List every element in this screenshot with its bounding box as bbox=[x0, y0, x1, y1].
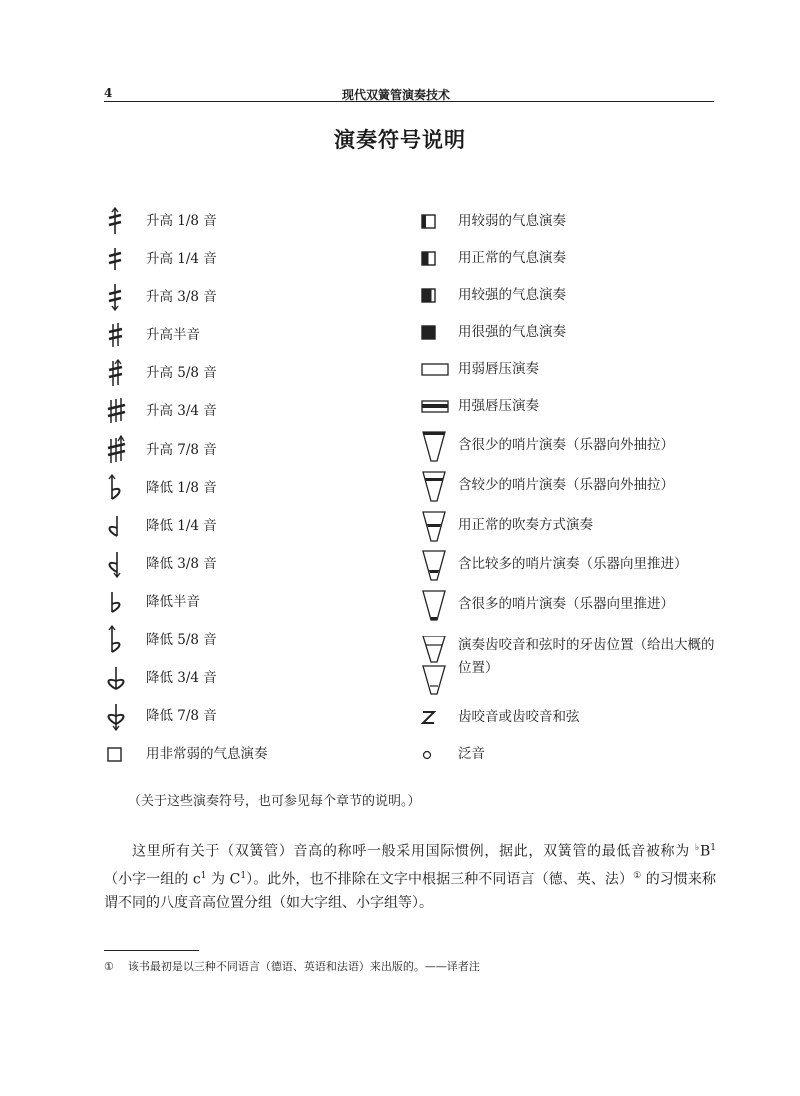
list-item-label: 含很多的哨片演奏（乐器向里推进） bbox=[458, 596, 674, 612]
flat-5-8-icon bbox=[106, 625, 134, 655]
body-paragraph: 这里所有关于（双簧管）音高的称呼一般采用国际惯例，据此，双簧管的最低音被称为 $^♭B^1$（小字一组的 $c^1$ 为 $C^1$）。此外，也不排除在文字中根据三种不同语言（德、英、法）① 的习惯来称谓不同的八度音高位置分组（如大字组、小字组等）。 bbox=[104, 843, 717, 912]
list-item-label: 升高 7/8 音 bbox=[146, 442, 217, 458]
list-item-label: 降低 1/8 音 bbox=[146, 480, 217, 496]
list-item-label: 降低 5/8 音 bbox=[146, 632, 217, 648]
flat-1-4-icon bbox=[106, 511, 134, 541]
reed-very-much-icon bbox=[420, 589, 448, 619]
breath-weak-icon bbox=[420, 206, 448, 236]
list-item-label: 升高 5/8 音 bbox=[146, 365, 217, 381]
list-item-label: 升高 1/4 音 bbox=[146, 251, 217, 267]
list-item-label: 用较弱的气息演奏 bbox=[458, 213, 566, 229]
footnote-rule bbox=[104, 950, 199, 951]
list-item-label: 升高 3/4 音 bbox=[146, 403, 217, 419]
list-item-label: 含较少的哨片演奏（乐器向外抽拉） bbox=[458, 477, 674, 493]
list-item-label: 降低 7/8 音 bbox=[146, 708, 217, 724]
reed-normal-icon bbox=[420, 510, 448, 540]
list-item-label: 用弱唇压演奏 bbox=[458, 361, 539, 377]
list-item-label: 用非常弱的气息演奏 bbox=[146, 746, 268, 762]
symbols-note: （关于这些演奏符号，也可参见每个章节的说明。） bbox=[128, 794, 421, 809]
list-item-label: 用强唇压演奏 bbox=[458, 398, 539, 414]
sharp-icon bbox=[106, 320, 134, 350]
breath-very-strong-icon bbox=[420, 317, 448, 347]
flat-3-4-icon bbox=[106, 663, 134, 693]
list-item-label: 降低 1/4 音 bbox=[146, 518, 217, 534]
list-item-label: 用很强的气息演奏 bbox=[458, 324, 566, 340]
list-item-label: 升高 3/8 音 bbox=[146, 289, 217, 305]
teeth-position-icon bbox=[420, 636, 448, 696]
page-number: 4 bbox=[104, 86, 113, 100]
header-rule bbox=[104, 101, 714, 102]
reed-more-icon bbox=[420, 549, 448, 579]
sharp-7-8-icon bbox=[106, 435, 134, 465]
list-item-label: 用正常的吹奏方式演奏 bbox=[458, 517, 593, 533]
footnote-text: 该书最初是以三种不同语言（德语、英语和法语）来出版的。——译者注 bbox=[127, 960, 480, 973]
footnote-marker: ① bbox=[104, 960, 114, 973]
footnote bbox=[104, 958, 480, 974]
list-item-label: 升高半音 bbox=[146, 327, 200, 343]
sharp-5-8-icon bbox=[106, 358, 134, 388]
list-item-label: 泛音 bbox=[458, 746, 485, 762]
flat-icon bbox=[106, 587, 134, 617]
breath-strong-icon bbox=[420, 280, 448, 310]
harmonic-circle-icon bbox=[420, 739, 448, 769]
list-item-label: 用较强的气息演奏 bbox=[458, 287, 566, 303]
weak-lip-pressure-icon bbox=[420, 354, 454, 384]
list-item-label: 含很少的哨片演奏（乐器向外抽拉） bbox=[458, 437, 674, 453]
flat-3-8-icon bbox=[106, 549, 134, 579]
bite-sound-z-icon bbox=[420, 702, 448, 732]
list-item-label: 降低 3/4 音 bbox=[146, 670, 217, 686]
quarter-sharp-3-8-icon bbox=[106, 282, 134, 312]
flat-1-8-icon bbox=[106, 473, 134, 503]
running-header bbox=[104, 86, 714, 100]
quarter-sharp-1-8-icon bbox=[106, 206, 134, 236]
strong-lip-pressure-icon bbox=[420, 391, 454, 421]
empty-square-icon bbox=[106, 739, 134, 769]
breath-normal-icon bbox=[420, 243, 448, 273]
list-item-label: 演奏齿咬音和弦时的牙齿位置（给出大概的位置） bbox=[458, 637, 715, 676]
list-item-label: 升高 1/8 音 bbox=[146, 213, 217, 229]
book-title: 现代双簧管演奏技术 bbox=[342, 88, 451, 102]
reed-little-icon bbox=[420, 470, 448, 500]
list-item-label: 降低半音 bbox=[146, 594, 200, 610]
flat-7-8-icon bbox=[106, 701, 134, 731]
sharp-3-4-icon bbox=[106, 396, 134, 426]
reed-very-little-icon bbox=[420, 430, 448, 460]
list-item-label: 降低 3/8 音 bbox=[146, 556, 217, 572]
list-item-label: 用正常的气息演奏 bbox=[458, 250, 566, 266]
list-item-label: 齿咬音或齿咬音和弦 bbox=[458, 709, 580, 725]
list-item-label: 含比较多的哨片演奏（乐器向里推进） bbox=[458, 556, 688, 572]
footnote-reference[interactable]: ① bbox=[633, 870, 642, 881]
quarter-sharp-1-4-icon bbox=[106, 244, 134, 274]
page-title: 演奏符号说明 bbox=[334, 128, 466, 152]
